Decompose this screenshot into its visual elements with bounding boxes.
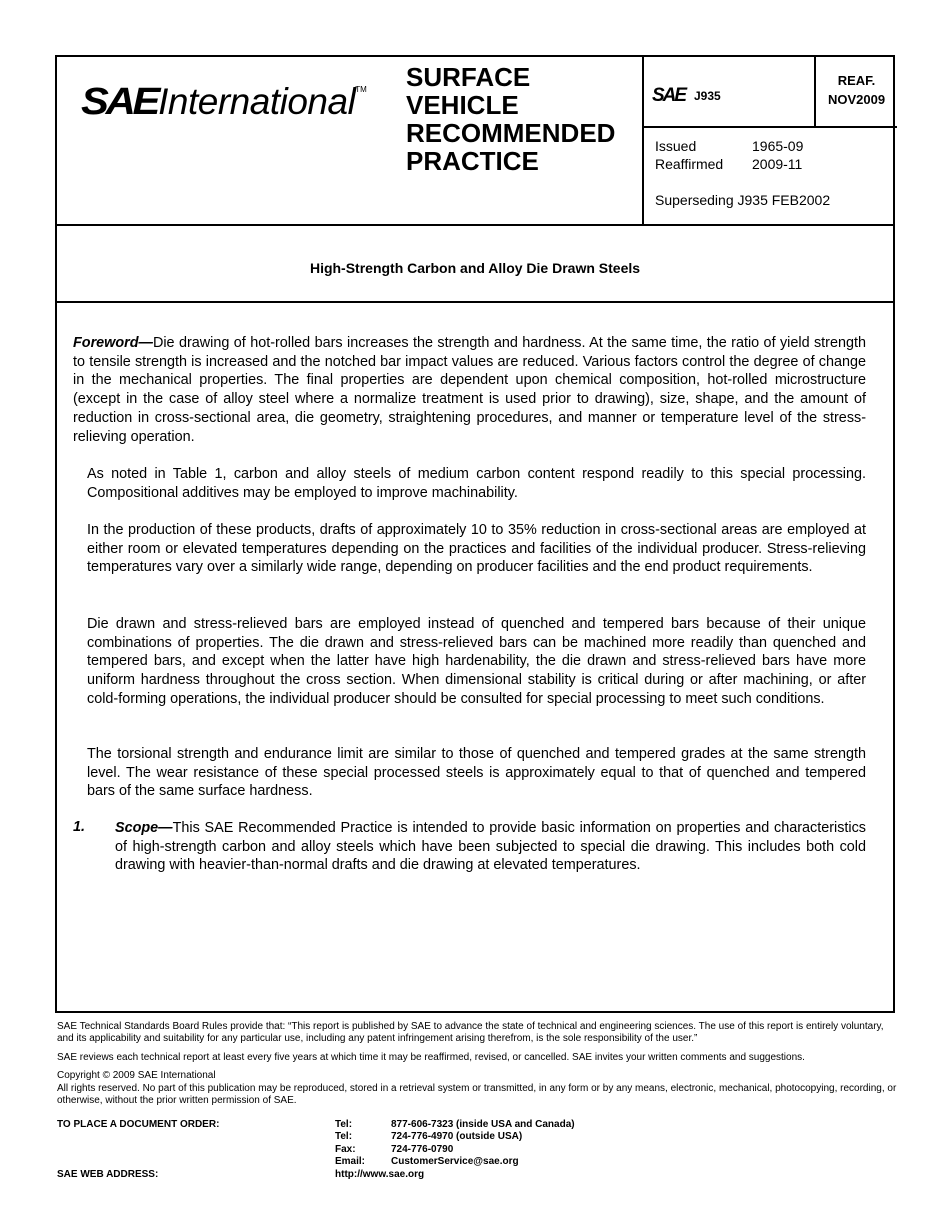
reaf-label: REAF. <box>837 73 876 88</box>
body-paragraph: In the production of these products, drafts of approximately 10 to 35% reduction in cross-sectional areas are employed at either room or elevated temperatures depending on the practices and facilities of the individual producer. Stress-relieving temperatures vary over a similarly wide range, depending on producer facilities and the end product requirements. <box>87 522 866 576</box>
scope-section <box>73 819 866 875</box>
logo-international: International <box>158 81 356 122</box>
doc-number-sae-mark: SAE <box>652 85 686 106</box>
foreword-paragraph <box>73 334 866 446</box>
reaffirmation-box <box>814 57 897 128</box>
title-bar <box>57 226 893 303</box>
footer-rules: SAE Technical Standards Board Rules provide that: “This report is published by SAE to advance the state of technical and engineering sciences. The use of this report is entirely voluntary, and its applicability and suitability for any particular use, including any patent infringement arising therefrom, is the sole responsibility of the user.” <box>57 1021 884 1045</box>
foreword-lead: Foreword— <box>73 335 153 351</box>
doc-type-line: VEHICLE <box>406 90 519 120</box>
contact-key: Email: <box>335 1156 366 1168</box>
superseding-note: Superseding J935 FEB2002 <box>655 192 831 208</box>
reaf-date: NOV2009 <box>827 92 886 107</box>
body-paragraph: The torsional strength and endurance limit are similar to those of quenched and tempered grades at the same strength level. The wear resistance of these special processed steels is approximately equal to that of quenched and tempered bars of the same surface hardness. <box>87 746 866 800</box>
logo-trademark: TM <box>355 85 367 94</box>
document-header <box>57 57 893 226</box>
scope-paragraph <box>115 819 866 875</box>
document-title: High-Strength Carbon and Alloy Die Drawn Steels <box>309 260 641 276</box>
web-label: SAE WEB ADDRESS: <box>57 1168 159 1180</box>
section-number: 1. <box>73 819 86 835</box>
reaffirmed-label: Reaffirmed <box>655 156 724 172</box>
reaffirmed-value: 2009-11 <box>752 156 803 172</box>
doc-type-line: PRACTICE <box>406 146 539 176</box>
issued-value: 1965-09 <box>752 138 804 154</box>
doc-type-line: RECOMMENDED <box>406 118 616 148</box>
contact-key: Fax: <box>335 1143 356 1155</box>
doc-type-line: SURFACE <box>406 62 531 92</box>
footer-copyright: Copyright © 2009 SAE International <box>57 1070 216 1082</box>
contact-value: 724-776-0790 <box>391 1143 454 1155</box>
document-number-box <box>644 57 814 128</box>
contact-value: 877-606-7323 (inside USA and Canada) <box>391 1119 575 1130</box>
footer-rights: All rights reserved. No part of this publication may be reproduced, stored in a retrieval system or transmitted, in any form or by any means, electronic, mechanical, photocopying, recording, or otherwise, without the prior written permission of SAE. <box>57 1082 897 1107</box>
sae-international-logo <box>81 81 367 125</box>
scope-lead: Scope— <box>115 820 173 836</box>
logo-sae: SAE <box>81 81 158 123</box>
document-info-column <box>642 57 895 224</box>
order-label: TO PLACE A DOCUMENT ORDER: <box>57 1119 220 1130</box>
scope-text: This SAE Recommended Practice is intended to provide basic information on properties and characteristics of high-strength carbon and alloy steels which have been subjected to special die drawing. This includes both cold drawing with heavier-than-normal drafts and die drawing at elevated temperatures. <box>115 820 866 874</box>
contact-email[interactable]: CustomerService@sae.org <box>391 1156 519 1168</box>
body-paragraph: Die drawn and stress-relieved bars are employed instead of quenched and tempered bars because of their unique combinations of properties. The die drawn and stress-relieved bars can be machined more readily than quenched and tempered bars, and except when the latter have high hardenability, the die drawn and stress-relieved bars have more uniform hardness throughout the cross section. When dimensional stability is critical during or after machining, or after cold-forming operations, the individual producer should be consulted for special processing to meet such conditions. <box>87 616 866 707</box>
contact-key: Tel: <box>335 1131 353 1143</box>
issued-label: Issued <box>655 138 697 154</box>
document-footer <box>57 1021 897 1180</box>
contact-value: 724-776-4970 (outside USA) <box>391 1131 523 1143</box>
footer-review: SAE reviews each technical report at least every five years at which time it may be reaffirmed, revised, or cancelled. SAE invites your written comments and suggestions. <box>57 1051 805 1063</box>
web-address-link[interactable]: http://www.sae.org <box>335 1168 425 1180</box>
issue-dates <box>655 137 803 173</box>
document-number: J935 <box>694 89 721 103</box>
foreword-text: Die drawing of hot-rolled bars increases the strength and hardness. At the same time, the ratio of yield strength to tensile strength is increased and the notched bar impact values are reduced. Various factors control the degree of change in the mechanical properties. The final properties are dependent upon chemical composition, hot-rolled microstructure (except in the case of alloy steel where a normalize treatment is used prior to drawing), size, shape, and the amount of reduction in cross-sectional area, die geometry, straightening procedures, and manner or temperature level of the stress-relieving operation. <box>73 335 866 445</box>
document-frame <box>55 55 895 1013</box>
document-type <box>406 63 642 175</box>
contact-key: Tel: <box>335 1119 353 1130</box>
body-paragraph: As noted in Table 1, carbon and alloy steels of medium carbon content respond readily to this special processing. Compositional additives may be employed to improve machinability. <box>87 466 866 501</box>
